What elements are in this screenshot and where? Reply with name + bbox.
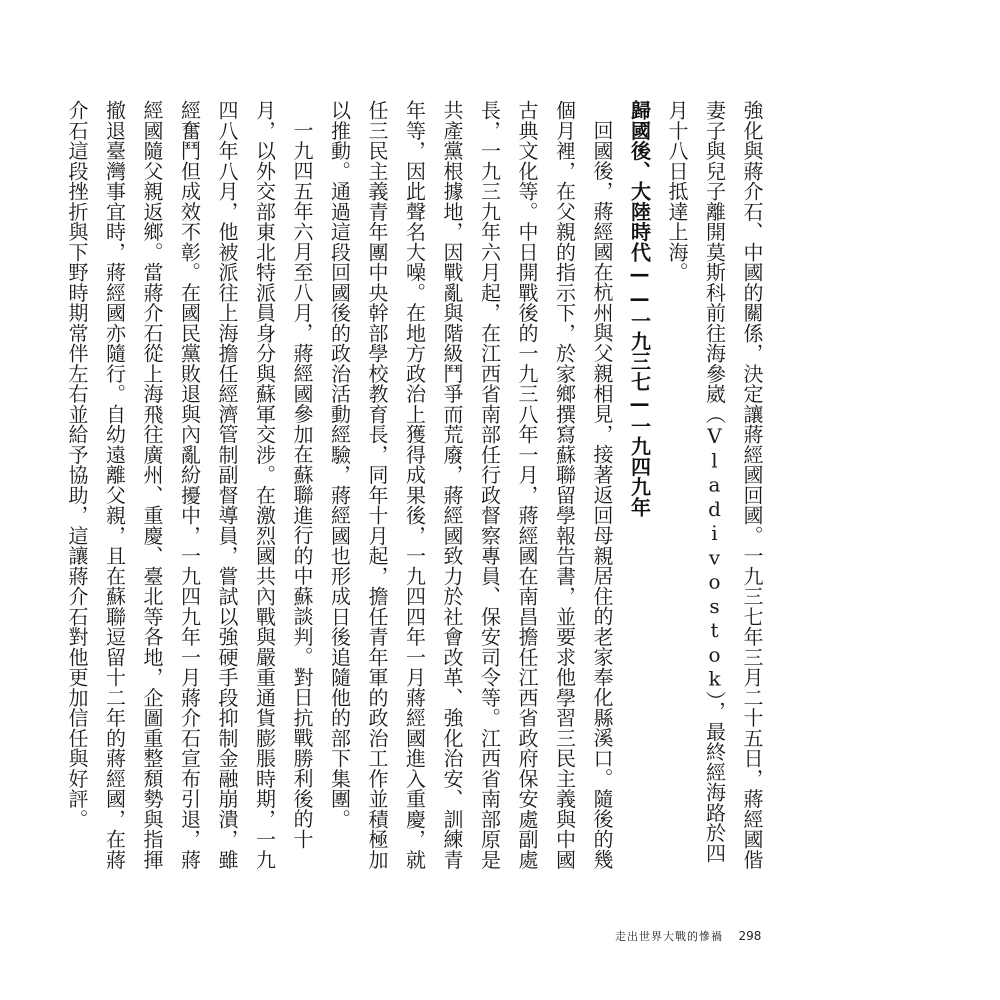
paragraph-continuation: 強化與蔣介石、中國的關係，決定讓蔣經國回國。一九三七年三月二十五日，蔣經國偕妻子與兒子離開莫斯科前往海參崴（Vladivostok），最終經海路於四月十八日抵達上海。 <box>665 100 764 870</box>
page-number: 298 <box>738 929 762 943</box>
page-footer <box>615 928 761 944</box>
paragraph-civil-war: 一九四五年六月至八月，蔣經國參加在蘇聯進行的中蘇談判。對日抗戰勝利後的十月，以外交部東北特派員身分與蘇軍交涉。在激烈國共內戰與嚴重通貨膨脹時期，一九四八年八月，他被派往上海擔任經濟管制副督導員，嘗試以強硬手段抑制金融崩潰，雖經奮鬥但成效不彰。在國民黨敗退與內亂紛擾中，一九四九年一月蔣介石宣布引退，蔣經國隨父親返鄉。當蔣介石從上海飛往廣州、重慶、臺北等各地，企圖重整頹勢與指揮撤退臺灣事宜時，蔣經國亦隨行。自幼遠離父親，且在蘇聯逗留十二年的蔣經國，在蔣介石這段挫折與下野時期常伴左右並給予協助，這讓蔣介石對他更加信任與好評。 <box>65 100 314 870</box>
section-heading: 歸國後、大陸時代——一九三七—一九四九年 <box>627 100 652 517</box>
paragraph-return-home: 回國後，蔣經國在杭州與父親相見，接著返回母親居住的老家奉化縣溪口。隨後的幾個月裡，在父親的指示下，於家鄉撰寫蘇聯留學報告書，並要求他學習三民主義與中國古典文化等。中日開戰後的一九三八年一月，蔣經國在南昌擔任江西省政府保安處副處長，一九三九年六月起，在江西省南部任行政督察專員、保安司令等。江西省南部原是共產黨根據地，因戰亂與階級鬥爭而荒廢，蔣經國致力於社會改革、強化治安、訓練青年等，因此聲名大噪。在地方政治上獲得成果後，一九四四年一月蔣經國進入重慶，就任三民主義青年團中央幹部學校教育長，同年十月起，擔任青年軍的政治工作並積極加以推動。通過這段回國後的政治活動經驗，蔣經國也形成日後追隨他的部下集團。 <box>327 100 614 870</box>
running-title: 走出世界大戰的慘禍 <box>615 930 723 943</box>
vertical-body-text <box>58 100 771 880</box>
